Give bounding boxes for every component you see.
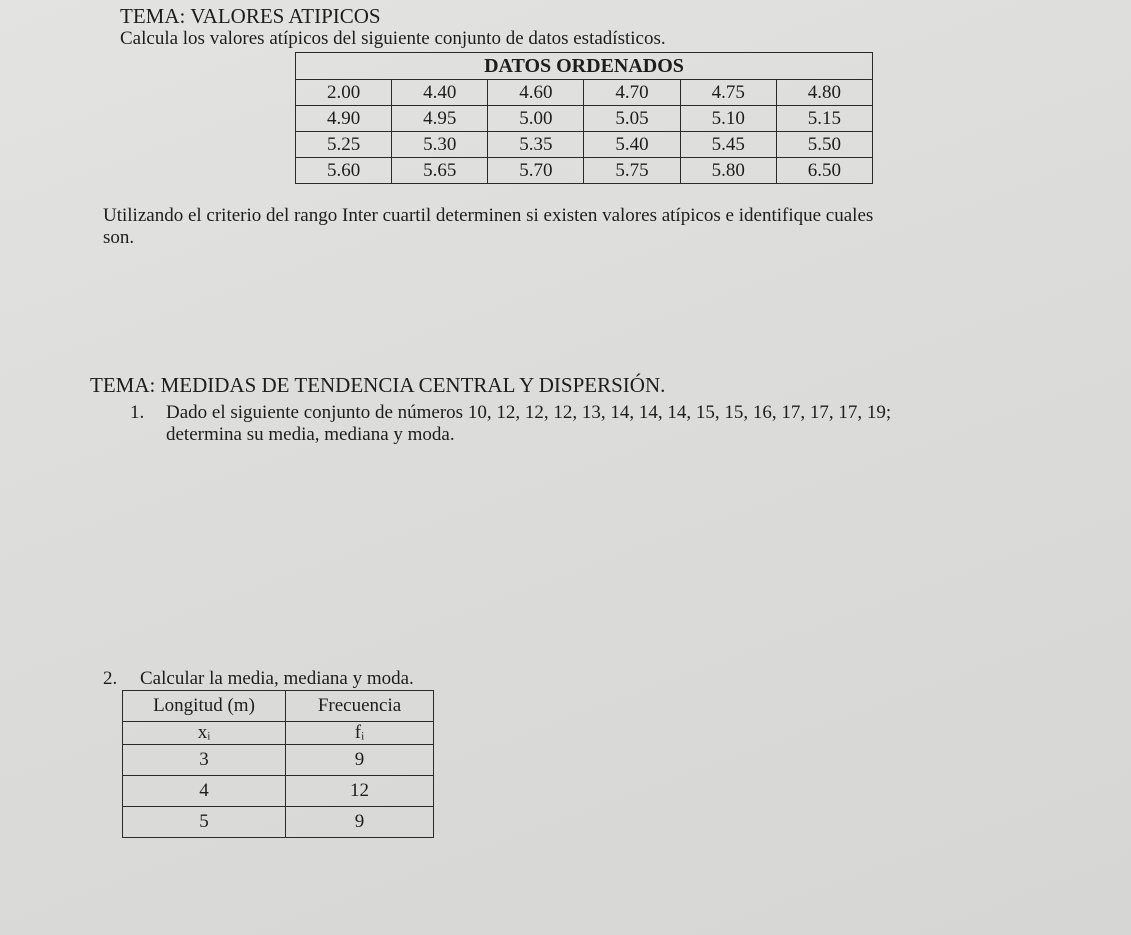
table-cell: 4.60 (488, 80, 584, 106)
table-row (123, 745, 434, 776)
table-row (296, 158, 873, 184)
question-2-text: Calcular la media, mediana y moda. (140, 668, 414, 689)
table-cell: 4.40 (392, 80, 488, 106)
fi-subheader: fᵢ (286, 722, 434, 745)
table-cell: 4 (123, 776, 286, 807)
table-cell: 5.70 (488, 158, 584, 184)
section1-title: TEMA: VALORES ATIPICOS (120, 4, 381, 28)
question-line: Utilizando el criterio del rango Inter cuartil determinen si existen valores atípicos e identifique cuales (103, 205, 874, 226)
table-cell: 5 (123, 807, 286, 838)
table-cell: 5.30 (392, 132, 488, 158)
xi-subheader: xᵢ (123, 722, 286, 745)
question-1-number: 1. (130, 402, 145, 423)
table-row (296, 132, 873, 158)
table-row (123, 807, 434, 838)
question-line: Dado el siguiente conjunto de números 10, 12, 12, 12, 13, 14, 14, 14, 15, 15, 16, 17, 17, 17, 19; (166, 402, 892, 423)
table-cell: 6.50 (776, 158, 872, 184)
table-cell: 5.00 (488, 106, 584, 132)
section1-question (103, 205, 1083, 249)
question-2-number: 2. (103, 668, 118, 689)
table-cell: 2.00 (296, 80, 392, 106)
table-cell: 5.80 (680, 158, 776, 184)
section2-title: TEMA: MEDIDAS DE TENDENCIA CENTRAL Y DISPERSIÓN. (90, 373, 666, 397)
frequency-table (122, 690, 434, 838)
frequency-column-header: Frecuencia (286, 691, 434, 722)
table-cell: 4.90 (296, 106, 392, 132)
table-cell: 5.45 (680, 132, 776, 158)
table-cell: 5.05 (584, 106, 680, 132)
table-cell: 12 (286, 776, 434, 807)
question-1 (166, 402, 1106, 446)
table-cell: 5.35 (488, 132, 584, 158)
table-cell: 5.10 (680, 106, 776, 132)
table-row (296, 80, 873, 106)
section1-instruction: Calcula los valores atípicos del siguiente conjunto de datos estadísticos. (120, 28, 666, 49)
ordered-data-header: DATOS ORDENADOS (296, 53, 873, 80)
length-column-header: Longitud (m) (123, 691, 286, 722)
table-cell: 5.40 (584, 132, 680, 158)
table-cell: 5.75 (584, 158, 680, 184)
table-cell: 4.80 (776, 80, 872, 106)
table-cell: 4.75 (680, 80, 776, 106)
table-cell: 5.15 (776, 106, 872, 132)
table-cell: 5.25 (296, 132, 392, 158)
table-row (296, 106, 873, 132)
question-line: determina su media, mediana y moda. (166, 424, 455, 445)
table-cell: 5.65 (392, 158, 488, 184)
question-line: son. (103, 227, 135, 248)
table-cell: 5.50 (776, 132, 872, 158)
table-cell: 9 (286, 745, 434, 776)
table-row (123, 776, 434, 807)
table-cell: 3 (123, 745, 286, 776)
table-cell: 9 (286, 807, 434, 838)
table-cell: 4.95 (392, 106, 488, 132)
table-cell: 5.60 (296, 158, 392, 184)
table-cell: 4.70 (584, 80, 680, 106)
ordered-data-table (295, 52, 873, 184)
